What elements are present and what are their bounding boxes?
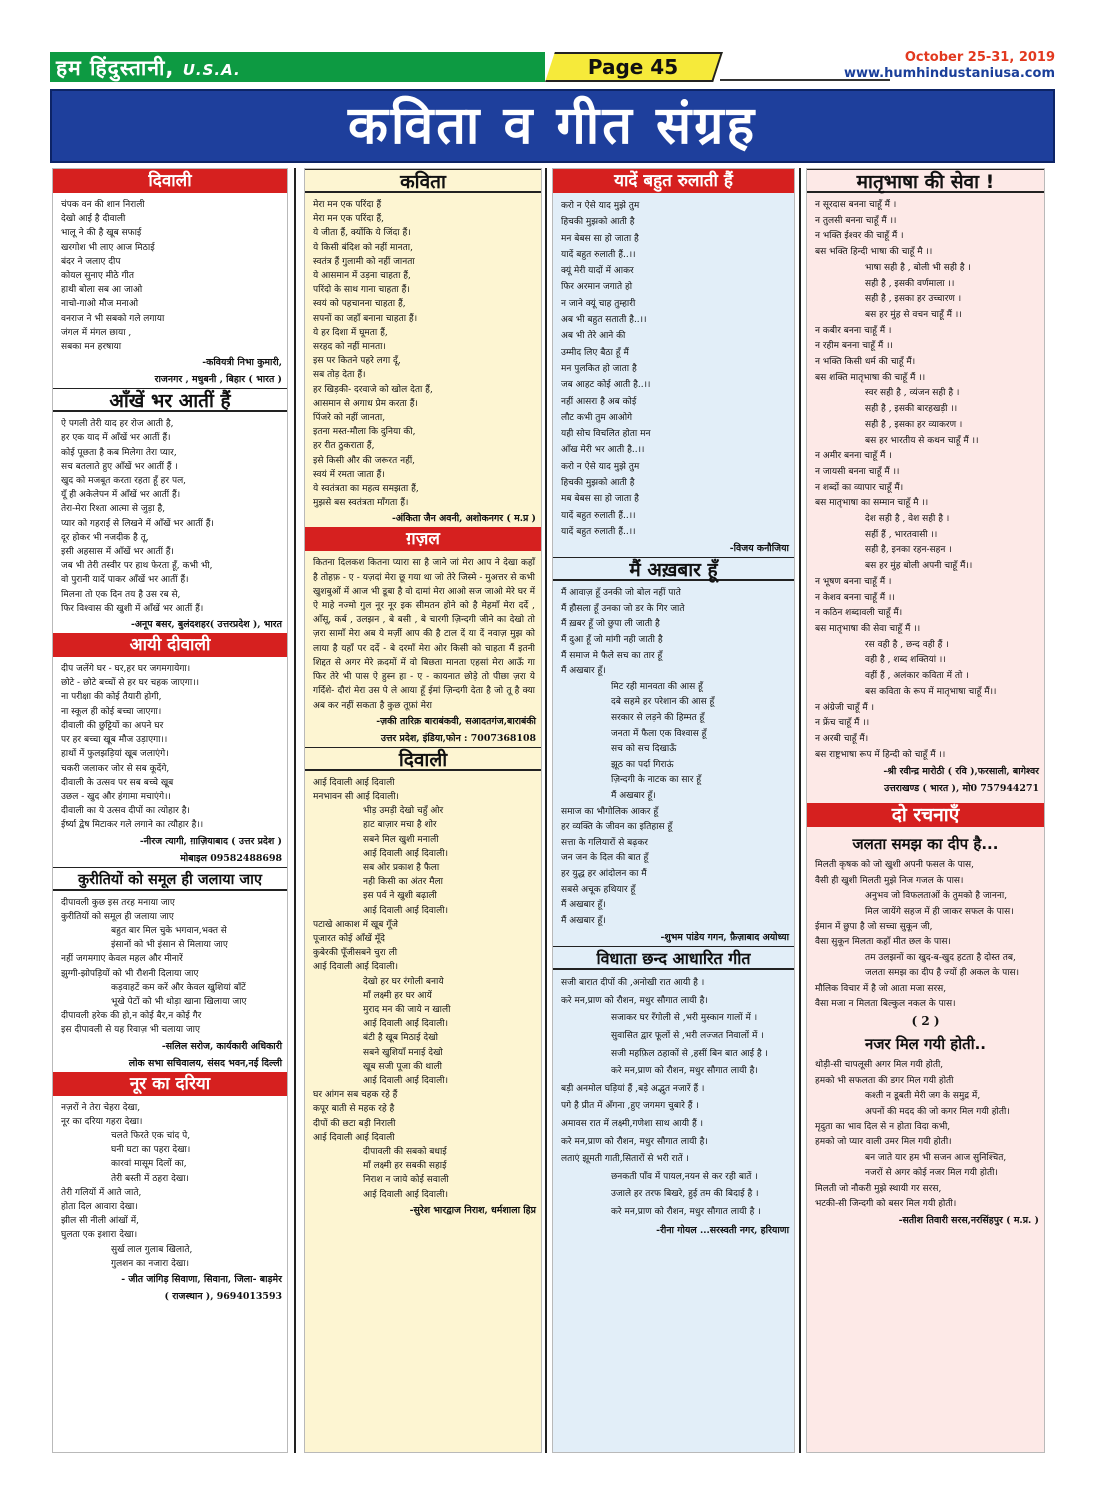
poem-line: नज़रों ने तेरा चेहरा देखा,	[61, 1102, 141, 1113]
poem-line: न कठिन शब्दावली चाहूँ मैं।	[815, 608, 903, 619]
poem-line: सबका मन हरषाया	[61, 342, 122, 353]
poem-body	[53, 894, 287, 1038]
poem-body	[305, 774, 541, 1202]
poem-line: मन बेबस सा हो जाता है	[561, 233, 639, 244]
poem-line: करो न ऐसे याद मुझे तुम	[561, 201, 640, 211]
poem-line: पर हर बच्चा खूब मौज उड़ाएगा।।	[61, 735, 168, 746]
poem-line: नूर का दरिया गहरा देखा।	[61, 1116, 143, 1127]
poem-line: बस शक्ति मातृभाषा की चाहूँ मैं ।।	[815, 372, 926, 383]
poem-line: देखो हर घर रंगोली बनाये	[363, 976, 444, 987]
poem-line: मिलती जो नौकरी मुझे स्थायी गर सरस,	[815, 1183, 942, 1194]
poem-line: ज़िन्दगी के नाटक का सार हूँ	[611, 775, 702, 786]
poem-line: बन जाते यार हम भी सजन आज सुनिश्चित,	[865, 1152, 1007, 1163]
poem-line: दबे सहमे हर परेशान की आस हूँ	[611, 697, 715, 708]
poem-line: सबने खुशियाँ मनाई देखो	[363, 1047, 443, 1058]
poem-line: क्यूं मेरी यादों में आकर	[561, 266, 634, 277]
poem-line: न जाने क्यूं चाह तुम्हारी	[561, 298, 636, 309]
poem-line: हिचकी मुझको आती है	[561, 217, 635, 228]
poem-body	[807, 856, 1044, 1012]
poem-body	[53, 660, 287, 832]
poem-line: मेरा मन एक परिंदा हैं	[313, 200, 382, 210]
poem-line: उजाले हर तरफ बिखरे, हुई तम की बिदाई है ।	[611, 1189, 759, 1200]
poem-line: सुर्ख लाल गुलाब खिलाते,	[111, 1244, 193, 1255]
poem-line: न अमीर बनना चाहूँ मैं ।	[815, 451, 892, 462]
poem-line: अमावस रात में लक्ष्मी,गणेशा साथ आयी हैं ।	[561, 1119, 704, 1130]
poem-line: ना परीक्षा की कोई तैयारी होगी,	[61, 692, 162, 703]
section-title: विधाता छन्द आधारित गीत	[553, 946, 794, 970]
poem-line: आई दिवाली आई दिवाली।	[363, 848, 448, 859]
poet-location: राजनगर , मधुबनी , बिहार ( भारत )	[154, 374, 282, 386]
poem-line: देश सही है , वेश सही है ।	[865, 514, 950, 525]
poem-line: नजरों से अगर कोई नजर मिल गयी होती।	[865, 1168, 998, 1179]
poet-office: लोक सभा सचिवालय, संसद भवन,नई दिल्ली	[128, 1057, 282, 1069]
poem-line: स्वर सही है , व्यंजन सही है ।	[865, 388, 960, 399]
poem-line: घर आंगन सब चहक रहे हैं	[313, 1090, 398, 1101]
poem-body	[53, 196, 287, 354]
poem-line: इंसानों को भी इंसान से मिलाया जाए	[111, 940, 228, 951]
poem-line: कड़वाहटें कम करें और केवल खुशियां बाँटें	[111, 982, 246, 993]
poem-line: दूर होकर भी नजदीक है तू,	[61, 532, 149, 543]
section-title: नूर का दरिया	[53, 1072, 287, 1096]
poem-body	[553, 584, 794, 929]
poem-line: न भक्ति ईश्वर की चाहूँ मैं ।	[815, 231, 904, 242]
poem-line: पगे है प्रीत में अँगना ,हुए जगमग चुबारे हैं ।	[561, 1101, 699, 1112]
poem-line: सजी महफ़िल ठहाकों से ,हसीं बिन बात आई है ।	[611, 1048, 768, 1059]
column-divider	[545, 168, 547, 1453]
poem-line: दीपों की छटा बड़ी निराली	[313, 1118, 396, 1129]
poem-line: खुद को मजबूत करता रहता हूँ हर पल,	[61, 476, 187, 487]
poem-line: न शब्दों का व्यापार चाहूँ मैं।	[815, 482, 904, 493]
poem-line: आई दिवाली आई दिवाली।	[363, 1189, 448, 1200]
poem-line: कपूर बाती से महक रहे है	[313, 1104, 395, 1115]
poem-line: झूठ का पर्दा गिराऊं	[611, 759, 674, 770]
section-title: आयी दीवाली	[53, 633, 287, 657]
poem-line: सच को सच दिखाऊँ	[611, 744, 677, 755]
poem-line: न फ्रेंच चाहूँ मैं ।।	[815, 718, 870, 729]
poem-line: ये हर दिशा में घूमता हैं,	[313, 327, 388, 338]
poem-line: इसे किसी और की जरूरत नहीं,	[313, 455, 416, 466]
publication-usa: U.S.A.	[182, 61, 241, 79]
poem-line: मिट रही मानवता की आस हूँ	[611, 681, 703, 692]
poem-line: मिलना तो एक दिन तय है उस रब से,	[61, 589, 181, 600]
poem-line: चलते फिरते एक चांद पे,	[111, 1130, 191, 1141]
poem-line: मौलिक विचार में है जो आता मजा सरस,	[815, 983, 947, 994]
poem-line: सबसे अचूक हथियार हूँ	[561, 884, 636, 895]
poem-line: अब भी बहुत सताती है..।।	[561, 315, 647, 326]
poem-line: देखो आई है दीवाली	[61, 214, 126, 225]
poem-line: सब तोड़ देता हैं।	[313, 370, 366, 381]
poem-line: मुराद मन की जाये न खाली	[363, 1004, 451, 1015]
poem-line: न रहीम बनना चाहूँ मैं ।।	[815, 341, 893, 352]
poem-line: सही है, इनका रहन-सहन ।	[865, 545, 952, 556]
poem-line: हर खिड़की- दरवाजे को खोल देता हैं,	[313, 384, 433, 395]
poem-line: मैं ख़बर हूँ जो छुपा ली जाती है	[561, 619, 660, 630]
column-3	[552, 168, 795, 1453]
poet-credit: -नीरज त्यागी, ग़ाज़ियाबाद ( उत्तर प्रदेश )	[139, 835, 282, 847]
poem-line: समाज का भौगोलिक आकर हूँ	[561, 806, 659, 817]
poem-line: सजाकर घर रँगोली से ,भरी मुस्कान गालों में ।	[611, 1013, 758, 1024]
column-2	[304, 168, 542, 1453]
poem-line: चंपक वन की शान निराली	[61, 200, 145, 210]
poem-line: स्वतंत्र हैं गुलामी को नहीं जानता	[313, 256, 415, 267]
poem-line: हाथों में फुलझड़ियां खूब जलाएंगे।	[61, 749, 169, 760]
poem-line: मैं समाज मे फैले सच का तार हूँ	[561, 650, 663, 661]
poem-line: मनभावन सी आई दिवाली।	[313, 791, 399, 802]
poem-line: जब भी तेरी तस्वीर पर हाथ फेरता हूँ, कभी भी,	[61, 561, 213, 572]
section-title: कविता	[305, 169, 541, 193]
poem-line: बस राष्ट्रभाषा रूप में हिन्दी को चाहूँ मैं ।।	[815, 749, 946, 760]
poem-line: आई दिवाली आई दिवाली।	[363, 905, 448, 916]
poem-line: कुबेरकी पूँजीसबने चुरा ली	[313, 948, 398, 959]
poem-line: उछल - खुद और हंगामा मचाएंगे।।	[61, 791, 171, 802]
poem-line: सत्ता के गलियारों से बढ़कर	[561, 837, 648, 848]
poem-line: जलता समझ का दीप है ज्यों ही अकल के पास।	[865, 968, 1020, 979]
poem-line: वो पुरानी यादें पाकर आँखें भर आतीं हैं।	[61, 575, 189, 586]
poem-line: मैं हौसला हूँ उनका जो डर के गिर जाते	[561, 603, 685, 614]
poem-line: सहीं हैं , भारतवासी ।।	[865, 529, 938, 540]
poem-line: दीपावली हरेक की हो,न कोई बैर,न कोई गैर	[61, 1011, 202, 1022]
poem-line: सरकार से लड़ने की हिम्मत हूँ	[611, 712, 705, 723]
poem-line: दीपावली कुछ इस तरह मनाया जाए	[61, 897, 175, 908]
poem-line: पिंजरे को नहीं जानता,	[313, 413, 386, 424]
poet-credit: -सुरेश भारद्वाज निराश, धर्मशाला हिप्र	[409, 1204, 536, 1216]
poem-line: झुग्गी-झोपड़ियों को भी रौशनी दिलाया जाए	[61, 968, 199, 979]
poem-line: सच बतलाते हुए आँखें भर आतीं हैं ।	[61, 461, 178, 472]
poem-line: आई दिवाली आई दिवाली	[313, 1132, 395, 1143]
poem-line: थोड़ी-सी चापलूसी अगर मिल गयी होती,	[815, 1060, 944, 1071]
poem-line: करो न ऐसे याद मुझे तुम	[561, 461, 640, 472]
poem-line: मृदुता का भाव दिल से न होता विदा कभी,	[815, 1122, 951, 1132]
page-number: Page 45	[587, 55, 679, 79]
poem-body	[807, 196, 1044, 763]
poem-line: इस पर कितने पहरे लगा दूँ,	[313, 356, 401, 367]
poem-line: दीवाली की छुट्टियों का अपने घर	[61, 720, 164, 731]
poem-line: घनी घटा का पहरा देखा।	[111, 1145, 191, 1156]
poem-line: न अरबी चाहूँ मैं।	[815, 733, 869, 744]
poem-line: न कबीर बनना चाहूँ मैं ।	[815, 325, 892, 336]
poem-line: वहीं हैं , अलंकार कविता में तो ।	[865, 671, 969, 682]
poem-line: परिंदो के साथ गाना चाहता हैं।	[313, 285, 410, 296]
poem-line: बस हर मुंह से वचन चाहूँ मैं ।।	[865, 309, 962, 320]
poem-line: यादें बहुत रुलाती हैं..।।	[561, 249, 636, 260]
poem-body	[305, 196, 541, 510]
poem-line: मेरा मन एक परिंदा हैं,	[313, 214, 384, 225]
poem-line: आई दिवाली आई दिवाली।	[363, 1075, 448, 1086]
poem-line: सबने मिल खुशी मनाली	[363, 834, 439, 845]
banner-title: कविता व गीत संग्रह	[347, 96, 758, 156]
poem-line: सजी बारात दीपों की ,अनोखी रात आयी है ।	[561, 978, 705, 989]
poet-credit: - जीत जांगिड़ सिवाणा, सिवाना, जिला- बाड़मेर	[121, 1273, 282, 1285]
poem-line: स्वयं में रमता जाता हैं।	[313, 469, 385, 480]
poem-line: मैं अखबार हूँ।	[611, 790, 656, 801]
poem-line: वनराज ने भी सबको गले लगाया	[61, 313, 165, 324]
poem-line: मैं आवाज़ हूँ उनकी जो बोल नहीं पाते	[561, 588, 681, 599]
poem-line: न सूरदास बनना चाहूँ मैं ।	[815, 200, 897, 210]
poem-line: मिलती कृषक को जो खुशी अपनी फसल के पास,	[815, 860, 974, 871]
section-title: दिवाली	[53, 169, 287, 193]
poet-credit: -सतीश तिवारी सरस,नरसिंहपुर ( म.प्र. )	[898, 1215, 1039, 1227]
poem-line: ये जीता हैं, क्योंकि ये जिंदा हैं।	[313, 228, 411, 239]
poem-line: फिर अरमान जगाते हो	[561, 282, 633, 293]
poem-line: बस मातृभाषा की सेवा चाहूँ मैं ।।	[815, 623, 921, 634]
section-title: यादें बहुत रुलाती हैं	[553, 169, 794, 193]
section-title: मातृभाषा की सेवा !	[807, 169, 1044, 193]
poem-line: कश्ती न डूबती मेरी जग के समुद्र में,	[865, 1091, 981, 1102]
poem-line: ईमान में छुपा है जो सच्चा सुकून जी,	[815, 921, 933, 932]
poem-line: रस वही है , छन्द वही हैं ।	[865, 639, 949, 650]
section-title: कुरीतियों को समूल ही जलाया जाए	[53, 867, 287, 891]
poem-line: हाट बाज़ार मचा है शोर	[363, 820, 437, 831]
poem-line: कोई पूछता है कब मिलेगा तेरा प्यार,	[61, 447, 177, 458]
poem-line: करे मन,प्राण को रौशन, मधुर सौगात लायी है।	[561, 1136, 708, 1147]
column-divider	[799, 168, 801, 1453]
poem-line: माँ लक्ष्मी हर सबकी सहाई	[363, 1161, 447, 1172]
poem-body	[553, 973, 794, 1221]
poem-body	[53, 1099, 287, 1271]
poem-line: लताएं झूमती गाती,सितारों से भरी रातें ।	[561, 1154, 689, 1165]
poem-line: पटाखे आकाश में खूब गूँजे	[313, 919, 398, 930]
section-title: दिवाली	[305, 747, 541, 771]
publication-bar	[50, 52, 545, 82]
poem-line: मुझसे बस स्वतंत्रता माँगता हैं।	[313, 498, 409, 509]
poem-line: आँख मेरी भर आती है..।।	[561, 445, 645, 456]
column-1	[52, 168, 288, 1453]
poem-number: ( 2 )	[911, 1014, 940, 1029]
page-banner	[50, 89, 1055, 163]
poem-line: यादें बहुत रुलाती हैं..।।	[561, 526, 636, 537]
poem-line: भूखे पेटों को भी थोड़ा खाना खिलाया जाए	[111, 996, 247, 1007]
poet-credit: -अनूप बसर, बुलंदशहर( उत्तरप्रदेश ), भारत	[130, 619, 282, 631]
poem-line: अपनों की मदद की जो कगर मिल गयी होती।	[865, 1106, 1010, 1117]
poem-line: चकरी जलाकर जोर से सब कूदेंगे,	[61, 763, 170, 774]
poem-line: हर रीत ठुकराता हैं,	[313, 441, 375, 452]
poem-line: दीपावली की सबको बधाई	[363, 1146, 447, 1157]
poem-line: प्यार को गहराई से लिखने में आँखें भर आतीं हैं।	[61, 518, 214, 529]
poem-line: जन जन के दिल की बात हूँ	[561, 853, 649, 864]
poem-line: गुलशन का नजारा देखा।	[111, 1258, 190, 1269]
poem-line: मैं अखबार हूँ।	[561, 666, 606, 677]
poem-line: बस हर मुंह बोली अपनी चाहूँ मैं।।	[865, 561, 973, 572]
poem-line: सही है , इसकी वर्णमाला ।।	[865, 278, 955, 289]
poem-line: निराश न जाये कोई सवाली	[363, 1175, 449, 1186]
poem-line: मैं अखबार हूँ।	[561, 915, 606, 926]
poem-line: बड़ी अनमोल घड़ियां हैं ,बड़े अद्भुत नजारें हैं ।	[561, 1083, 705, 1094]
column-divider	[294, 168, 296, 1453]
poem-line: बस कविता के रूप में मातृभाषा चाहूँ मैं।।	[865, 686, 997, 697]
ghazal-body: कितना दिलकश कितना प्यारा सा है जाने जां मेरा आप ने देखा कहाँ है तोहफ़ - ए - यज़दां मेरा छू गया था जो तेरे जिस्मे - मुअत्तर से कभी खुशबुओं में आज भी डूबा है वो दामां मेरा आओ सज जाओ मेरे घर में ऐ माहे नज्मो गुल नूर नूर इक सीमतन होने को है मेहमाँ मेरा दर्दे , आँसू, कर्ब , उलझन , बे बसी , बे चारगी ज़िन्दगी जीने का देखो तो ज़रा सामाँ मेरा अब ये मर्ज़ी आप की है टाल दें या दें नवाज़ मुझ को लाया है यहाँ पर दर्दे - बे दरमाँ मेरा ओर किसी को चाहता मैं इतनी शिद्दत से अगर मेरे क़दमों में वो बिछता मानता एहसां मेरा आऊँ गा फिर तेरे भी पास ऐ हुस्न हा - ए - कायनात छोड़े तो पीछा ज़रा ये गर्दिशे- दौरां मेरा उस पे ले आया हूँ ईमां ज़िन्दगी देता है जो तू है क्या अब कर नहीं सकता है कुछ तूफ़ां मेरा	[313, 558, 535, 711]
poem-line: कोयल सुनाए मीठे गीत	[61, 271, 135, 282]
poem-line: भटकी-सी जिन्दगी को बसर मिल गयी होती।	[815, 1199, 957, 1210]
poem-body	[53, 415, 287, 616]
poet-credit: -शुभम पांडेय गगन, फ़ैज़ाबाद अयोध्या	[660, 932, 789, 944]
poem-line: न अंग्रेजी चाहूँ मैं ।	[815, 702, 875, 713]
poem-line: दीप जलेंगे घर - घर,हर घर जगमगायेगा।	[61, 664, 191, 675]
column-4	[806, 168, 1045, 1453]
poem-line: घुलता एक इशारा देखा।	[61, 1230, 138, 1241]
poem-body	[553, 196, 794, 540]
poet-credit: -ज़की तारिक़ बाराबंकवी, सआदतगंज,बाराबंकी	[376, 715, 536, 727]
poem-line: खूब सजी पूजा की थाली	[363, 1061, 442, 1072]
poet-credit: -सलिल सरोज, कार्यकारी अधिकारी	[161, 1040, 282, 1052]
poem-line: हिचकी मुझको आती है	[561, 478, 635, 489]
poem-line: हर एक याद में आँखें भर आतीं हैं।	[61, 433, 171, 444]
poem-line: यूँ ही अकेलेपन में आँखें भर आतीं हैं।	[61, 490, 181, 501]
poem-line: खरगोश भी लाए आज मिठाई	[61, 242, 155, 253]
page-number-tag	[545, 52, 723, 82]
poem-line: मैं अखबार हूँ।	[561, 900, 606, 911]
poem-line: सही है , इसकी बारहखड़ी ।।	[865, 404, 958, 415]
poem-line: आसमान से अगाध प्रेम करता हैं।	[313, 398, 418, 409]
poem-line: करे मन,प्राण को रौशन, मधुर सौगात लायी है।	[561, 995, 708, 1006]
poem-line: जब आहट कोई आती है..।।	[561, 380, 651, 391]
poem-line: इतना मस्त-मौला कि दुनिया की,	[313, 427, 416, 438]
poem-line: स्वयं को पहचानना चाहता हैं,	[313, 299, 406, 310]
poem-line: सब ओर प्रकाश है फैला	[363, 862, 440, 873]
poem-line: आई दिवाली आई दिवाली।	[313, 962, 398, 973]
poem-line: न केशव बनना चाहूँ मैं ।।	[815, 592, 895, 603]
poem-line: छनकती पाँव में पायल,नयन से कर रही बातें ।	[611, 1171, 758, 1182]
poem-line: बंदर ने जलाए दीप	[61, 256, 121, 267]
poet-phone: मोबाइल 09582488698	[180, 852, 282, 864]
poem-line: नाचो-गाओ मौज मनाओ	[61, 299, 139, 310]
poem-line: भाषा सही है , बोली भी सही है ।	[865, 262, 971, 273]
poem-line: आई दिवाली आई दिवाली।	[363, 1019, 448, 1030]
poem-line: दीवाली के उत्सव पर सब बच्चे खूब	[61, 777, 174, 788]
poem-line: होता दिल आवारा देखा।	[61, 1201, 138, 1212]
poem-line: कुरीतियों को समूल ही जलाया जाए	[61, 911, 174, 922]
poem-line: बस भक्ति हिन्दी भाषा की चाहूँ मै ।।	[815, 247, 933, 258]
poem-line: मब बेबस सा हो जाता है	[561, 494, 639, 505]
section-title: आँखें भर आतीं हैं	[53, 388, 287, 412]
poem-line: नहीं आसरा है अब कोई	[561, 396, 637, 407]
poem-subtitle: नजर मिल गयी होती..	[865, 1035, 986, 1054]
poem-line: माँ लक्ष्मी हर घर आयें	[363, 990, 432, 1001]
poem-line: जंगल में मंगल छाया ,	[61, 327, 132, 338]
poem-line: मन पुलकित हो जाता है	[561, 363, 637, 374]
masthead	[50, 52, 1055, 86]
poet-credit: -श्री रवीन्द्र मारोठी ( रवि ),फरसाली, बागेश्वर	[883, 766, 1039, 778]
poet-phone: ( राजस्थान ), 9694013593	[164, 1290, 282, 1302]
poem-line: पूजारत कोई आँखें मूँदे	[313, 933, 385, 944]
poem-line: बहुत बार मिल चुके भगवान,भक्त से	[111, 925, 227, 936]
poem-line: मिल जायेंगे सहज में ही जाकर सफल के पास।	[865, 906, 1014, 917]
poem-line: फिर विश्वास की खुशी में आँखें भर आतीं हैं।	[61, 603, 204, 614]
publication-title: हम हिंदुस्तानी,	[56, 56, 175, 80]
poem-line: तेरी गलियों में आते जाते,	[61, 1187, 142, 1198]
poem-line: न तुलसी बनना चाहूँ मैं ।।	[815, 215, 897, 226]
poem-line: जनता में फैला एक विश्वास हूँ	[611, 728, 707, 739]
poem-line: इस पर्व ने खुशी बढ़ाली	[363, 891, 437, 902]
poem-line: करे मन,प्राण को रौशन, मधुर सौगात लायी है ।	[611, 1207, 761, 1218]
section-title: ग़ज़ल	[305, 527, 541, 551]
poem-line: बस मातृभाषा का सम्मान चाहूँ मै ।।	[815, 498, 929, 509]
poet-credit: -कवियत्री निभा कुमारी,	[202, 357, 282, 369]
poem-line: बस हर भारतीय से कथन चाहूँ मैं ।।	[865, 435, 979, 446]
poem-line: ये स्वतंत्रता का महत्व समझता हैं,	[313, 484, 419, 495]
poem-line: करे मन,प्राण को रौशन, मधुर सौगात लायी है।	[611, 1066, 758, 1077]
poem-line: हर व्यक्ति के जीवन का इतिहास हूँ	[561, 822, 673, 833]
poem-line: छोटे - छोटे बच्चों से हर घर चहक जाएगा।।	[61, 678, 200, 689]
poem-line: कारवां मासूम दिलों का,	[111, 1159, 187, 1170]
poem-line: मैं दुआ हूँ जो मांगी नही जाती है	[561, 635, 663, 646]
poem-line: नहीं जगमगाए केवल महल और मीनारें	[61, 954, 183, 965]
poem-line: वैसा सुकून मिलता कहाँ मीत छल के पास।	[815, 937, 951, 948]
poem-line: हर युद्ध हर आंदोलन का मैं	[561, 868, 647, 879]
poem-line: सही है , इसका हर व्याकरण ।	[865, 419, 963, 430]
poem-line: ऐ पगली तेरी याद हर रोज आती है,	[61, 419, 174, 430]
poem-subtitle: जलता समझ का दीप है...	[852, 835, 999, 854]
poem-line: न भक्ति किसी धर्म की चाहूँ मैं।	[815, 357, 916, 368]
poem-line: ये किसी बंदिश को नहीं मानता,	[313, 242, 413, 253]
poem-line: भीड़ उमड़ी देखो चहुँ ओर	[363, 806, 444, 817]
poem-line: अनुभव जो विफलताओं के तुमको है जानना,	[865, 891, 1008, 902]
section-title: मैं अख़बार हूँ	[553, 557, 794, 581]
poem-line: तेरा-मेरा रिश्ता आत्मा से जुड़ा है,	[61, 504, 166, 515]
poet-credit: -विजय कनौजिया	[729, 543, 789, 555]
poet-phone: उत्तर प्रदेश, इंडिया,फोन : 7007368108	[380, 732, 536, 744]
poem-line: वैसा मजा न मिलता बिल्कुल नकल के पास।	[815, 998, 956, 1009]
poem-line: ना स्कूल ही कोई बच्चा जाएगा।	[61, 706, 162, 717]
poem-line: अब भी तेरे आने की	[561, 331, 626, 342]
poem-line: भालू ने की है खूब सफाई	[61, 228, 142, 239]
poem-line: उम्मीद लिए बैठा हूँ मैं	[561, 347, 629, 358]
poem-line: हमको भी सफलता की डगर मिल गयी होती	[815, 1075, 954, 1086]
poem-line: सुवासित द्वार फूलों से ,भरी लज्जत निवालों में ।	[611, 1031, 764, 1042]
poem-line: न भूषण बनना चाहूँ मैं ।	[815, 576, 892, 587]
poem-line: ईर्ष्या द्वेष मिटाकर गले लगाने का त्यौहार है।।	[61, 820, 204, 831]
poem-line: बंटी है खूब मिठाई देखो	[363, 1033, 438, 1044]
header-info	[844, 50, 1055, 82]
publication-name	[56, 54, 241, 82]
section-title: दो रचनाएँ	[807, 803, 1044, 827]
poem-line: लौट कभी तुम आओगे	[561, 412, 633, 423]
poet-credit: -अंकिता जैन अवनी, अशोकनगर ( म.प्र )	[391, 513, 536, 525]
poem-line: इस दीपावली से यह रिवाज़ भी चलाया जाए	[61, 1025, 200, 1036]
poem-line: सरहद को नहीं मानता।	[313, 342, 386, 353]
poem-line: न जायसी बनना चाहूँ मैं ।।	[815, 466, 900, 477]
poem-body	[807, 1056, 1044, 1212]
poem-line: वैसी ही खुशी मिलती मुझे निज गजल के पास।	[815, 875, 964, 886]
poem-line: सही है , इसका हर उच्चारण ।	[865, 294, 962, 305]
website-link[interactable]: www.humhindustaniusa.com	[843, 66, 1055, 81]
poem-line: तेरी बस्ती में ठहरा देखा।	[111, 1173, 189, 1184]
poem-line: वही है , शब्द शक्तियां ।।	[865, 655, 946, 666]
issue-date: October 25-31, 2019	[904, 50, 1055, 65]
poem-line: यादें बहुत रुलाती हैं..।।	[561, 510, 636, 521]
poet-credit: -रीना गोयल ...सरस्वती नगर, हरियाणा	[656, 1224, 789, 1236]
poem-line: इसी अहसास में आँखें भर आतीं हैं।	[61, 547, 174, 558]
poem-line: ये आसमान में उड़ना चाहता हैं,	[313, 271, 411, 282]
poem-line: हाथी बोला सब आ जाओ	[61, 285, 143, 296]
poem-line: झील सी नीली आंखों में,	[61, 1216, 139, 1227]
poem-line: नही किसी का अंतर मैला	[363, 877, 443, 888]
poem-line: तम उलझनों का खुद-ब-खुद हटता है दोस्त तब,	[865, 952, 1016, 963]
poem-line: सपनों का जहाँ बनाना चाहता हैं।	[313, 313, 418, 324]
poem-line: यही सोच विचलित होता मन	[561, 429, 651, 440]
poem-line: आई दिवाली आई दिवाली	[313, 777, 395, 788]
poet-phone: उत्तराखण्ड ( भारत ), मो0 757944271	[884, 783, 1039, 795]
poem-line: दीवाली का ये उत्सव दीपों का त्योहार है।	[61, 806, 190, 817]
poem-line: हमको जो प्यार वाली उमर मिल गयी होती।	[815, 1137, 952, 1148]
